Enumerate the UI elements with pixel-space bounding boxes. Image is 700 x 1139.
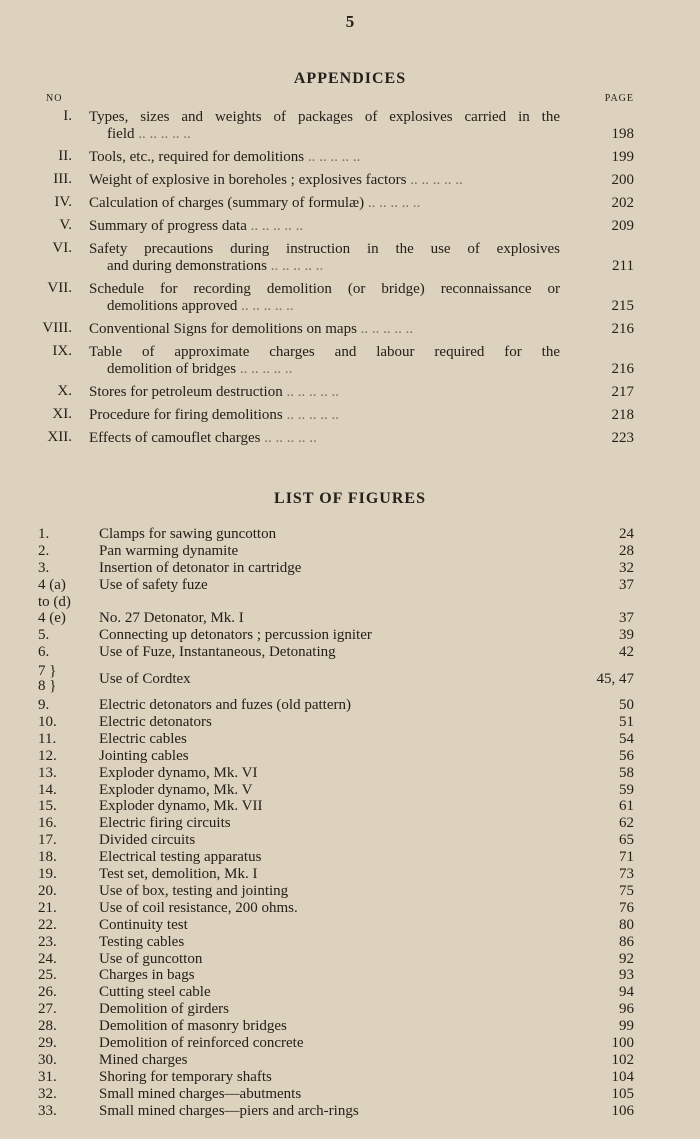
- appendix-number: III.: [53, 171, 72, 187]
- leader-dots: .. .. .. .. ..: [304, 149, 361, 165]
- figure-number: 1.: [38, 526, 50, 542]
- figure-row: [0, 815, 700, 832]
- figures-list: [0, 526, 700, 1119]
- appendix-page: 218: [611, 407, 634, 423]
- appendix-title: [89, 194, 560, 217]
- figure-title: [99, 967, 195, 984]
- figure-title-text: Small mined charges—abutments: [99, 1085, 302, 1102]
- leader-dots: .. .. .. .. ..: [356, 321, 414, 337]
- figure-page: 71: [619, 849, 634, 866]
- appendix-title-line: Summary of progress data: [89, 218, 247, 234]
- figure-row: [0, 1001, 700, 1018]
- leader-dots: .. .. .. .. ..: [236, 361, 293, 377]
- figure-row: [0, 1069, 700, 1086]
- figure-page: 93: [619, 967, 634, 984]
- figure-row: [0, 782, 700, 799]
- figure-row: [0, 697, 700, 714]
- figure-title-text: Small mined charges—piers and arch-rings: [99, 1102, 359, 1119]
- appendix-title-line: Tools, etc., required for demolitions: [89, 149, 305, 165]
- appendix-number: V.: [59, 217, 72, 233]
- figure-page: 65: [619, 832, 634, 849]
- figure-title: [99, 1018, 287, 1035]
- figure-title-text: Test set, demolition, Mk. I: [99, 866, 258, 883]
- figure-row: [0, 543, 700, 560]
- figure-title: [99, 610, 244, 627]
- figure-page: 37: [619, 610, 634, 627]
- figure-title: [99, 627, 372, 644]
- appendix-title: [89, 406, 560, 429]
- figure-title: [99, 1035, 304, 1052]
- figure-number: 29.: [38, 1034, 57, 1051]
- figure-row: [0, 984, 700, 1001]
- figure-title-text: Use of safety fuze: [99, 576, 208, 593]
- figure-title: [99, 849, 261, 866]
- figure-title: [99, 934, 184, 951]
- figure-number: 24.: [38, 950, 57, 967]
- figure-page: 99: [619, 1018, 634, 1035]
- figure-number: 3.: [38, 559, 50, 576]
- figure-title-text: No. 27 Detonator, Mk. I: [99, 610, 244, 627]
- figure-page: 56: [619, 747, 634, 764]
- appendix-title-line: demolition of bridges: [107, 361, 237, 377]
- figure-title: [99, 883, 288, 900]
- figure-number: 7 } 8 }: [38, 663, 57, 695]
- figure-title-text: Clamps for sawing guncotton: [99, 526, 277, 542]
- figure-page: 102: [611, 1051, 634, 1068]
- figure-title: [99, 644, 336, 661]
- figure-title: [99, 714, 212, 731]
- figure-number: 25.: [38, 967, 57, 984]
- figure-number: 16.: [38, 815, 57, 832]
- figure-title-text: Mined charges: [99, 1051, 188, 1068]
- leader-dots: .. .. .. .. ..: [237, 298, 294, 314]
- figure-row: [0, 731, 700, 748]
- appendix-number: VI.: [52, 240, 72, 256]
- figure-title-text: Electric cables: [99, 730, 187, 747]
- appendix-title: [89, 240, 560, 280]
- figure-title: [99, 900, 298, 917]
- figure-number: 14.: [38, 781, 57, 798]
- appendix-row: [0, 148, 700, 171]
- figure-row: [0, 661, 700, 697]
- figure-title-text: Connecting up detonators ; percussion igniter: [99, 627, 372, 644]
- appendix-title-line: Conventional Signs for demolitions on maps: [89, 321, 357, 337]
- appendix-row: [0, 108, 700, 148]
- figure-title-text: Insertion of detonator in cartridge: [99, 559, 302, 576]
- figure-title: [99, 1001, 229, 1018]
- leader-dots: .. .. .. .. ..: [266, 258, 324, 274]
- figure-title: [99, 951, 202, 968]
- appendix-number: IV.: [54, 194, 72, 210]
- figure-title-text: Exploder dynamo, Mk. V: [99, 781, 253, 798]
- figure-row: [0, 917, 700, 934]
- figure-title-text: Shoring for temporary shafts: [99, 1068, 272, 1085]
- figure-number: 11.: [38, 730, 57, 747]
- figure-number: 12.: [38, 747, 57, 764]
- figure-number: 5.: [38, 627, 50, 644]
- figure-title: [99, 866, 258, 883]
- appendix-title: [89, 171, 560, 194]
- figure-page: 106: [611, 1102, 634, 1119]
- figure-number: 28.: [38, 1018, 57, 1035]
- figure-title-text: Electric detonators and fuzes (old pattern): [99, 697, 351, 714]
- figure-page: 42: [619, 644, 634, 661]
- figure-row: [0, 577, 700, 611]
- figure-page: 104: [611, 1068, 634, 1085]
- figure-title-text: Electrical testing apparatus: [99, 849, 262, 866]
- figure-page: 76: [619, 899, 634, 916]
- figure-title: [99, 1086, 301, 1103]
- figure-number: 27.: [38, 1001, 57, 1018]
- appendix-number: XI.: [52, 406, 72, 422]
- appendix-page: 202: [611, 195, 634, 211]
- figure-title-text: Demolition of reinforced concrete: [99, 1034, 304, 1051]
- figure-number: 13.: [38, 764, 57, 781]
- appendix-page: 217: [611, 384, 634, 400]
- figure-number: 21.: [38, 899, 57, 916]
- appendix-title: [89, 383, 560, 406]
- appendix-title-line: Weight of explosive in boreholes ; explosives factors: [89, 172, 407, 188]
- appendix-page: 199: [611, 149, 634, 165]
- leader-dots: .. .. .. .. ..: [260, 430, 317, 446]
- figure-number: 20.: [38, 882, 57, 899]
- figure-title: [99, 697, 351, 714]
- leader-dots: .. .. .. .. ..: [282, 407, 339, 423]
- figure-page: 62: [619, 815, 634, 832]
- appendix-title-line: Safety precautions during instruction in the use of explosives: [89, 241, 560, 257]
- figure-row: [0, 610, 700, 627]
- appendix-row: [0, 194, 700, 217]
- figure-row: [0, 900, 700, 917]
- appendix-number: VIII.: [42, 320, 72, 336]
- figure-row: [0, 798, 700, 815]
- figure-title: [99, 560, 301, 577]
- appendix-number: X.: [57, 383, 72, 399]
- figure-title-text: Jointing cables: [99, 747, 189, 764]
- figure-number: 17.: [38, 832, 57, 849]
- figure-number: 18.: [38, 849, 57, 866]
- figure-title-text: Demolition of masonry bridges: [99, 1018, 287, 1035]
- figure-number: 2.: [38, 542, 50, 559]
- figure-row: [0, 866, 700, 883]
- figure-page: 61: [619, 798, 634, 815]
- figure-title: [99, 1069, 272, 1086]
- figure-row: [0, 560, 700, 577]
- figure-page: 92: [619, 950, 634, 967]
- column-header-page: PAGE: [604, 93, 634, 104]
- figure-title: [99, 731, 187, 748]
- appendix-row: [0, 280, 700, 320]
- figure-page: 24: [619, 526, 634, 542]
- leader-dots: .. .. .. .. ..: [364, 195, 421, 211]
- appendix-number: I.: [63, 108, 72, 124]
- appendix-title: [89, 217, 560, 240]
- figure-row: [0, 883, 700, 900]
- figure-number: 30.: [38, 1051, 57, 1068]
- appendix-row: [0, 406, 700, 429]
- figure-title-text: Continuity test: [99, 916, 188, 933]
- appendix-number: II.: [58, 148, 72, 164]
- figure-page: 100: [611, 1034, 634, 1051]
- appendix-row: [0, 429, 700, 452]
- figure-row: [0, 1035, 700, 1052]
- appendices-title: APPENDICES: [293, 70, 407, 87]
- figure-title: [99, 748, 189, 765]
- appendix-page: 200: [611, 172, 634, 188]
- figure-row: [0, 1018, 700, 1035]
- leader-dots: .. .. .. .. ..: [134, 126, 191, 142]
- appendix-page: 216: [611, 361, 634, 377]
- figure-title: [99, 798, 262, 815]
- figure-page: 75: [619, 882, 634, 899]
- appendices-list: [0, 108, 700, 452]
- figure-page: 73: [619, 866, 634, 883]
- figure-row: [0, 644, 700, 661]
- figure-number: 32.: [38, 1085, 57, 1102]
- figure-title: [99, 832, 195, 849]
- figures-title: LIST OF FIGURES: [274, 490, 426, 507]
- figure-row: [0, 849, 700, 866]
- figure-title-text: Testing cables: [99, 933, 185, 950]
- figure-row: [0, 951, 700, 968]
- figure-title: [99, 661, 191, 697]
- figure-page: 94: [619, 984, 634, 1001]
- figure-row: [0, 627, 700, 644]
- figure-number: 10.: [38, 714, 57, 731]
- figure-page: 51: [619, 714, 634, 731]
- figure-title-text: Electric detonators: [99, 714, 212, 731]
- figure-page: 58: [619, 764, 634, 781]
- appendix-title-line: Table of approximate charges and labour required for the: [89, 344, 560, 360]
- figure-page: 28: [619, 542, 634, 559]
- appendix-number: IX.: [52, 343, 72, 359]
- appendix-title-line: and during demonstrations: [107, 258, 267, 274]
- appendix-page: 198: [611, 126, 634, 142]
- figure-number: 6.: [38, 644, 50, 661]
- figure-title: [99, 917, 188, 934]
- figure-page: 50: [619, 697, 634, 714]
- figure-page: 96: [619, 1001, 634, 1018]
- leader-dots: .. .. .. .. ..: [282, 384, 339, 400]
- appendix-page: 223: [611, 430, 634, 446]
- leader-dots: .. .. .. .. ..: [246, 218, 304, 234]
- appendix-title-line: demolitions approved: [107, 298, 238, 314]
- figure-title: [99, 782, 252, 799]
- appendix-row: [0, 217, 700, 240]
- figure-title-text: Use of Fuze, Instantaneous, Detonating: [99, 644, 336, 661]
- appendix-title-line: Types, sizes and weights of packages of explosives carried in the: [89, 109, 560, 125]
- figure-number: 4 (e): [38, 610, 66, 627]
- appendix-title: [89, 148, 560, 171]
- appendix-title-line: Procedure for firing demolitions: [89, 407, 283, 423]
- appendix-title: [89, 343, 560, 383]
- appendix-number: XII.: [47, 429, 72, 445]
- appendix-title: [89, 320, 560, 343]
- appendix-title: [89, 429, 560, 452]
- figure-title-text: Cutting steel cable: [99, 984, 211, 1001]
- figure-title: [99, 1103, 359, 1120]
- figure-title: [99, 577, 208, 594]
- appendix-title-line: Stores for petroleum destruction: [89, 384, 283, 400]
- figure-title-text: Demolition of girders: [99, 1001, 229, 1018]
- appendix-row: [0, 383, 700, 406]
- appendix-title: [89, 108, 560, 148]
- figure-title-text: Use of box, testing and jointing: [99, 882, 289, 899]
- figure-page: 54: [619, 730, 634, 747]
- column-header-no: NO: [46, 93, 63, 104]
- figure-number: 23.: [38, 933, 57, 950]
- figure-title-text: Electric firing circuits: [99, 815, 231, 832]
- figure-row: [0, 832, 700, 849]
- figure-number: 19.: [38, 866, 57, 883]
- figure-page: 45, 47: [596, 671, 634, 688]
- figure-page: 80: [619, 916, 634, 933]
- figure-title-text: Pan warming dynamite: [99, 542, 239, 559]
- figure-row: [0, 967, 700, 984]
- appendix-title-line: Effects of camouflet charges: [89, 430, 261, 446]
- figure-row: [0, 765, 700, 782]
- figure-title-text: Divided circuits: [99, 832, 196, 849]
- figure-number: 4 (a): [38, 576, 66, 593]
- figure-page: 37: [619, 576, 634, 593]
- appendix-page: 211: [612, 258, 634, 274]
- appendix-title-line: field: [107, 126, 135, 142]
- figure-number: 33.: [38, 1102, 57, 1119]
- figure-title: [99, 543, 238, 560]
- appendix-number: VII.: [47, 280, 72, 296]
- leader-dots: .. .. .. .. ..: [406, 172, 463, 188]
- figure-page: 39: [619, 627, 634, 644]
- figure-number-continued: to (d): [38, 593, 71, 610]
- figure-title: [99, 984, 211, 1001]
- figure-title-text: Use of Cordtex: [99, 671, 191, 688]
- figure-row: [0, 934, 700, 951]
- appendix-row: [0, 320, 700, 343]
- figure-number: 9.: [38, 697, 50, 714]
- figure-title-text: Use of guncotton: [99, 950, 203, 967]
- figure-number: 26.: [38, 984, 57, 1001]
- figure-number: 22.: [38, 916, 57, 933]
- figure-title: [99, 815, 231, 832]
- appendix-page: 215: [611, 298, 634, 314]
- figure-title-text: Use of coil resistance, 200 ohms.: [99, 899, 298, 916]
- appendix-title-line: Schedule for recording demolition (or bridge) reconnaissance or: [89, 281, 560, 297]
- figure-title-text: Exploder dynamo, Mk. VII: [99, 798, 263, 815]
- figure-title-text: Exploder dynamo, Mk. VI: [99, 764, 258, 781]
- figure-row: [0, 1086, 700, 1103]
- figure-title-text: Charges in bags: [99, 967, 195, 984]
- appendix-title-line: Calculation of charges (summary of formulæ): [89, 195, 365, 211]
- appendix-row: [0, 240, 700, 280]
- figure-row: [0, 714, 700, 731]
- figure-row: [0, 1052, 700, 1069]
- figure-title: [99, 765, 257, 782]
- figure-number: 31.: [38, 1068, 57, 1085]
- appendix-row: [0, 343, 700, 383]
- figure-title: [99, 526, 276, 543]
- page-number: 5: [345, 12, 355, 31]
- appendix-page: 216: [611, 321, 634, 337]
- appendix-title: [89, 280, 560, 320]
- figure-page: 86: [619, 933, 634, 950]
- figure-row: [0, 1103, 700, 1120]
- figure-page: 32: [619, 559, 634, 576]
- appendix-page: 209: [611, 218, 634, 234]
- figure-page: 105: [611, 1085, 634, 1102]
- figure-page: 59: [619, 781, 634, 798]
- figure-title: [99, 1052, 187, 1069]
- figure-row: [0, 748, 700, 765]
- figure-row: [0, 526, 700, 543]
- figure-number: 15.: [38, 798, 57, 815]
- appendix-row: [0, 171, 700, 194]
